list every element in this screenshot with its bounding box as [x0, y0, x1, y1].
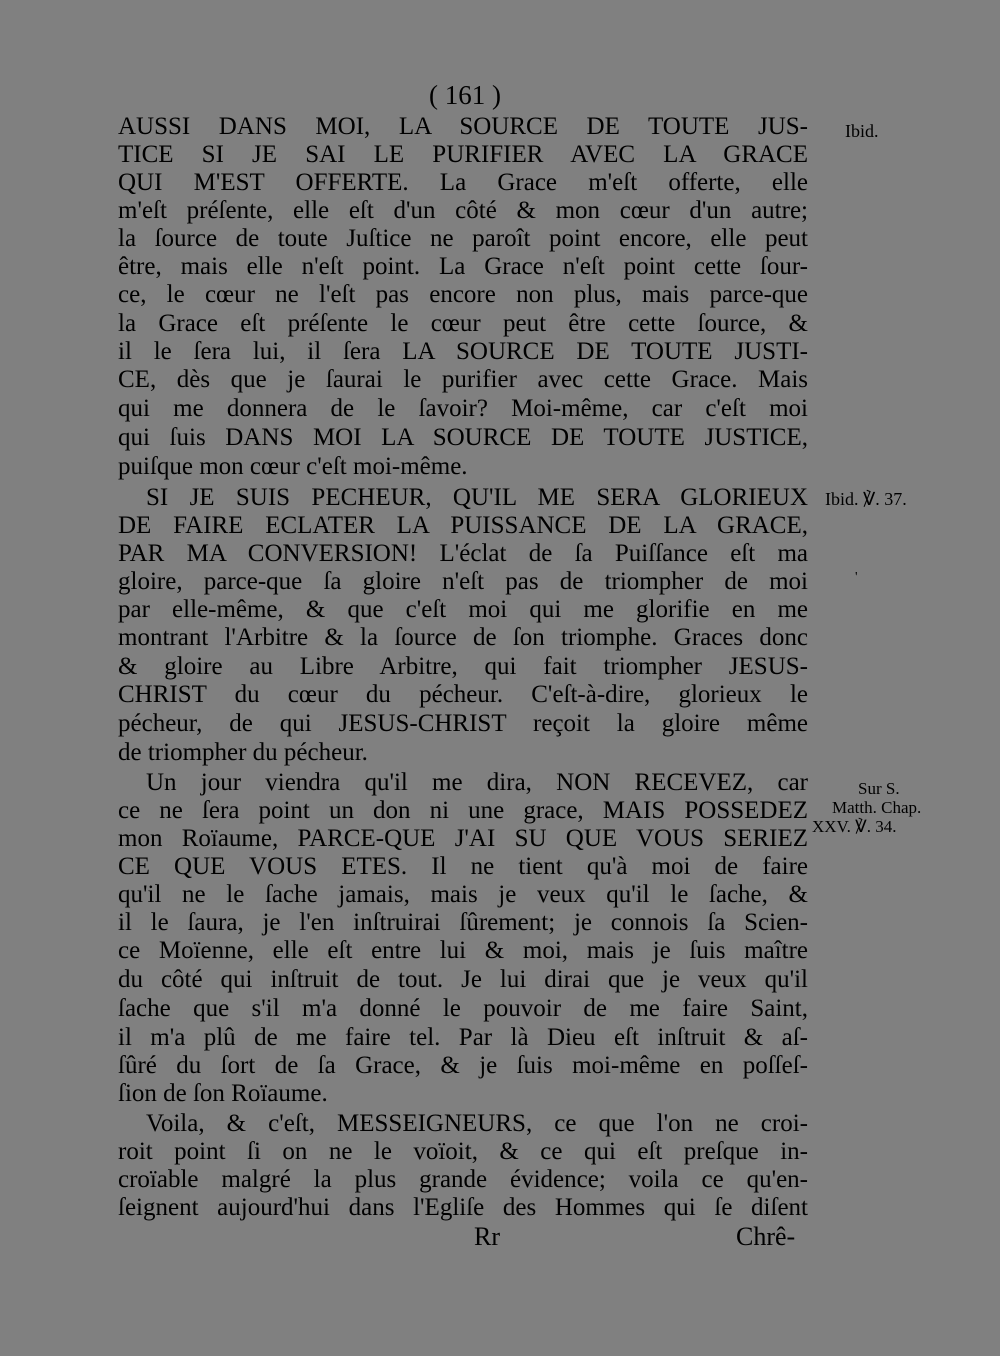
text-line: CHRIST du cœur du pécheur. C'eſt-à-dire, glorieux le [118, 681, 808, 708]
text-line: puiſque mon cœur c'eſt moi-même. [118, 453, 468, 480]
text-line: AUSSI DANS MOI, LA SOURCE DE TOUTE JUS- [118, 113, 808, 140]
text-line: m'eſt préſente, elle eſt d'un côté & mon cœur d'un autre; [118, 197, 808, 224]
text-line: qui me donnera de le ſavoir? Moi-même, car c'eſt moi [118, 395, 808, 422]
text-line: montrant l'Arbitre & la ſource de ſon triomphe. Graces donc [118, 624, 808, 651]
text-line: la ſource de toute Juſtice ne paroît point encore, elle peut [118, 225, 808, 252]
text-line: roit point ſi on ne le voïoit, & ce qui eſt preſque in- [118, 1138, 808, 1165]
text-line: ſeignent aujourd'hui dans l'Egliſe des Hommes qui ſe diſent [118, 1194, 808, 1221]
text-line: qui ſuis DANS MOI LA SOURCE DE TOUTE JUSTICE, [118, 424, 808, 451]
text-line: Un jour viendra qu'il me dira, NON RECEVEZ, car [146, 769, 808, 796]
catchword: Chrê- [736, 1222, 796, 1251]
text-line: être, mais elle n'eſt point. La Grace n'eſt point cette ſour- [118, 253, 808, 280]
text-line: ſion de ſon Roïaume. [118, 1080, 328, 1107]
margin-note: Ibid. [845, 121, 879, 141]
text-line: mon Roïaume, PARCE-QUE J'AI SU QUE VOUS SERIEZ [118, 825, 808, 852]
text-line: il m'a plû de me faire tel. Par là Dieu eſt inſtruit & aſ- [118, 1024, 808, 1051]
text-line: la Grace eſt préſente le cœur peut être cette ſource, & [118, 310, 808, 337]
text-line: ſûré du ſort de ſa Grace, & je ſuis moi-même en poſſeſ- [118, 1052, 808, 1079]
margin-note: Ibid. ℣. 37. [825, 489, 907, 509]
text-line: ce Moïenne, elle eſt entre lui & moi, mais je ſuis maître [118, 937, 808, 964]
text-line: ce, le cœur ne l'eſt pas encore non plus, mais parce-que [118, 281, 808, 308]
text-line: ce ne ſera point un don ni une grace, MAIS POSSEDEZ [118, 797, 808, 824]
text-line: DE FAIRE ECLATER LA PUISSANCE DE LA GRACE, [118, 512, 808, 539]
margin-note: Matth. Chap. [832, 798, 922, 817]
margin-note: Sur S. [858, 779, 900, 798]
text-line: Voila, & c'eſt, MESSEIGNEURS, ce que l'on ne croi- [146, 1110, 808, 1137]
text-line: QUI M'EST OFFERTE. La Grace m'eſt offerte, elle [118, 169, 808, 196]
margin-note: XXV. ℣. 34. [812, 817, 897, 836]
text-line: CE, dès que je ſaurai le purifier avec cette Grace. Mais [118, 366, 808, 393]
page-number: ( 161 ) [429, 80, 501, 110]
text-line: SI JE SUIS PECHEUR, QU'IL ME SERA GLORIEUX [146, 484, 808, 511]
text-line: CE QUE VOUS ETES. Il ne tient qu'à moi de faire [118, 853, 808, 880]
text-line: il le ſera lui, il ſera LA SOURCE DE TOUTE JUSTI- [118, 338, 808, 365]
text-line: il le ſaura, je l'en inſtruirai ſûrement; je connois ſa Scien- [118, 909, 808, 936]
signature-mark: Rr [474, 1222, 500, 1251]
text-line: qu'il ne le ſache jamais, mais je veux qu'il le ſache, & [118, 881, 808, 908]
text-line: ſache que s'il m'a donné le pouvoir de me faire Saint, [118, 995, 808, 1022]
margin-mark: ' [855, 570, 858, 585]
text-line: TICE SI JE SAI LE PURIFIER AVEC LA GRACE [118, 141, 808, 168]
text-line: pécheur, de qui JESUS-CHRIST reçoit la gloire même [118, 710, 808, 737]
text-line: du côté qui inſtruit de tout. Je lui dirai que je veux qu'il [118, 966, 808, 993]
text-line: PAR MA CONVERSION! L'éclat de ſa Puiſſance eſt ma [118, 540, 808, 567]
text-line: par elle-même, & que c'eſt moi qui me glorifie en me [118, 596, 808, 623]
text-line: croïable malgré la plus grande évidence; voila ce qu'en- [118, 1166, 808, 1193]
text-line: & gloire au Libre Arbitre, qui fait triompher JESUS- [118, 653, 808, 680]
text-line: gloire, parce-que ſa gloire n'eſt pas de triompher de moi [118, 568, 808, 595]
text-line: de triompher du pécheur. [118, 739, 368, 766]
